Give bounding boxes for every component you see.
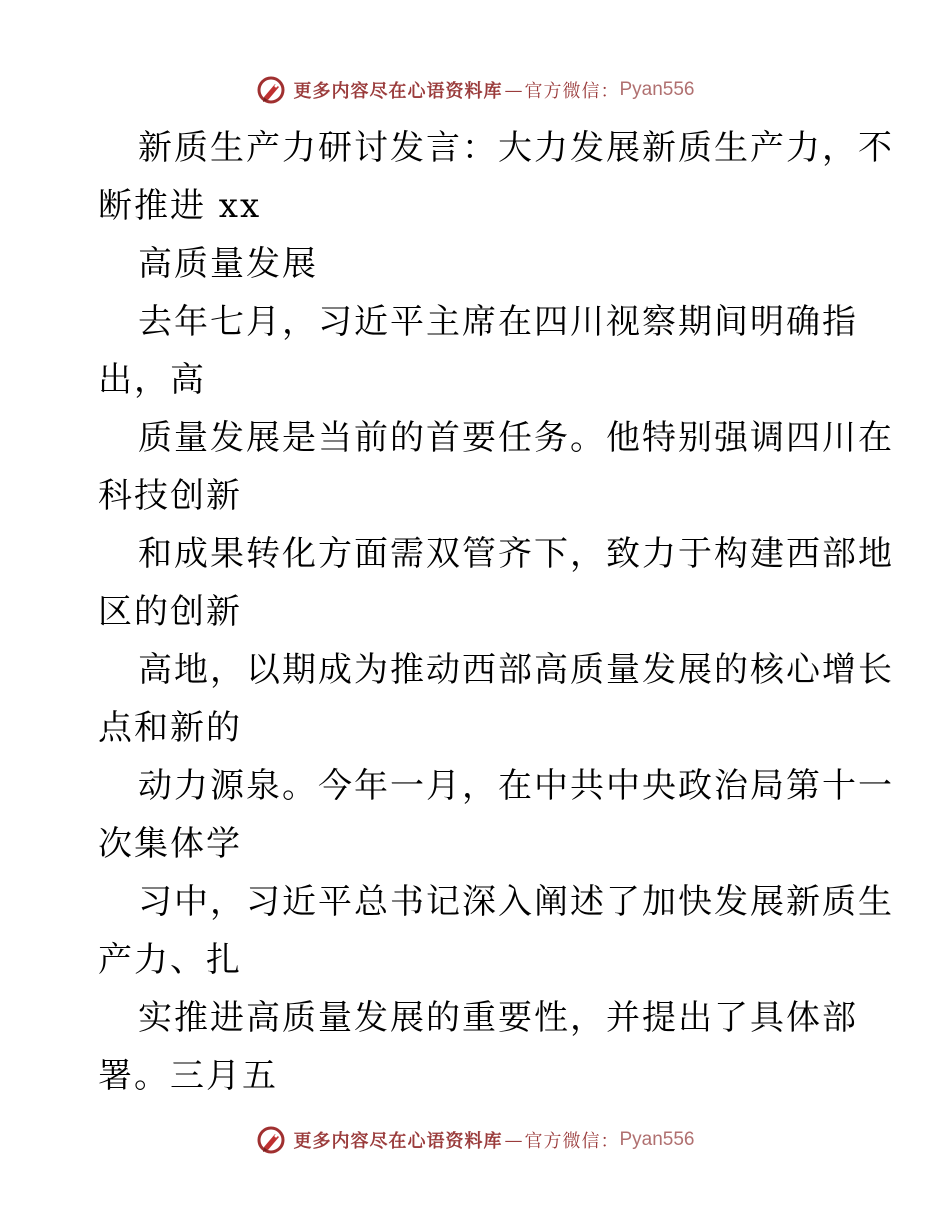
body-line: 习中，习近平总书记深入阐述了加快发展新质生 — [138, 882, 894, 922]
body-line: 新质生产力研讨发言：大力发展新质生产力，不 — [138, 128, 894, 168]
banner-dash: — — [504, 1129, 523, 1151]
body-line: 点和新的 — [98, 708, 242, 748]
body-line: 科技创新 — [98, 476, 242, 516]
body-line: 实推进高质量发展的重要性，并提出了具体部 — [138, 998, 858, 1038]
body-line: 质量发展是当前的首要任务。他特别强调四川在 — [138, 418, 894, 458]
pen-logo-icon — [255, 74, 287, 106]
body-line: 高质量发展 — [138, 244, 318, 284]
body-line: 署。三月五 — [98, 1056, 278, 1096]
banner-wechat-id: Pyan556 — [619, 79, 695, 100]
body-line: 去年七月，习近平主席在四川视察期间明确指 — [138, 302, 858, 342]
body-line: 动力源泉。今年一月，在中共中央政治局第十一 — [138, 766, 894, 806]
banner-wechat-label: 官方微信： — [524, 1131, 620, 1152]
footer-watermark-banner — [0, 1120, 950, 1160]
banner-dash: — — [504, 79, 523, 101]
body-line: 产力、扎 — [98, 940, 242, 980]
banner-brand-text: 更多内容尽在心语资料库 — [293, 81, 503, 102]
body-line: 断推进 xx — [98, 186, 262, 226]
banner-brand-text: 更多内容尽在心语资料库 — [293, 1131, 503, 1152]
banner-wechat-id: Pyan556 — [619, 1129, 695, 1150]
body-line: 区的创新 — [98, 592, 242, 632]
body-line: 出，高 — [98, 360, 206, 400]
body-line: 高地，以期成为推动西部高质量发展的核心增长 — [138, 650, 894, 690]
pen-logo-icon — [255, 1124, 287, 1156]
banner-wechat-label: 官方微信： — [524, 81, 620, 102]
body-line: 和成果转化方面需双管齐下，致力于构建西部地 — [138, 534, 894, 574]
body-line: 次集体学 — [98, 824, 242, 864]
header-watermark-banner — [0, 70, 950, 110]
